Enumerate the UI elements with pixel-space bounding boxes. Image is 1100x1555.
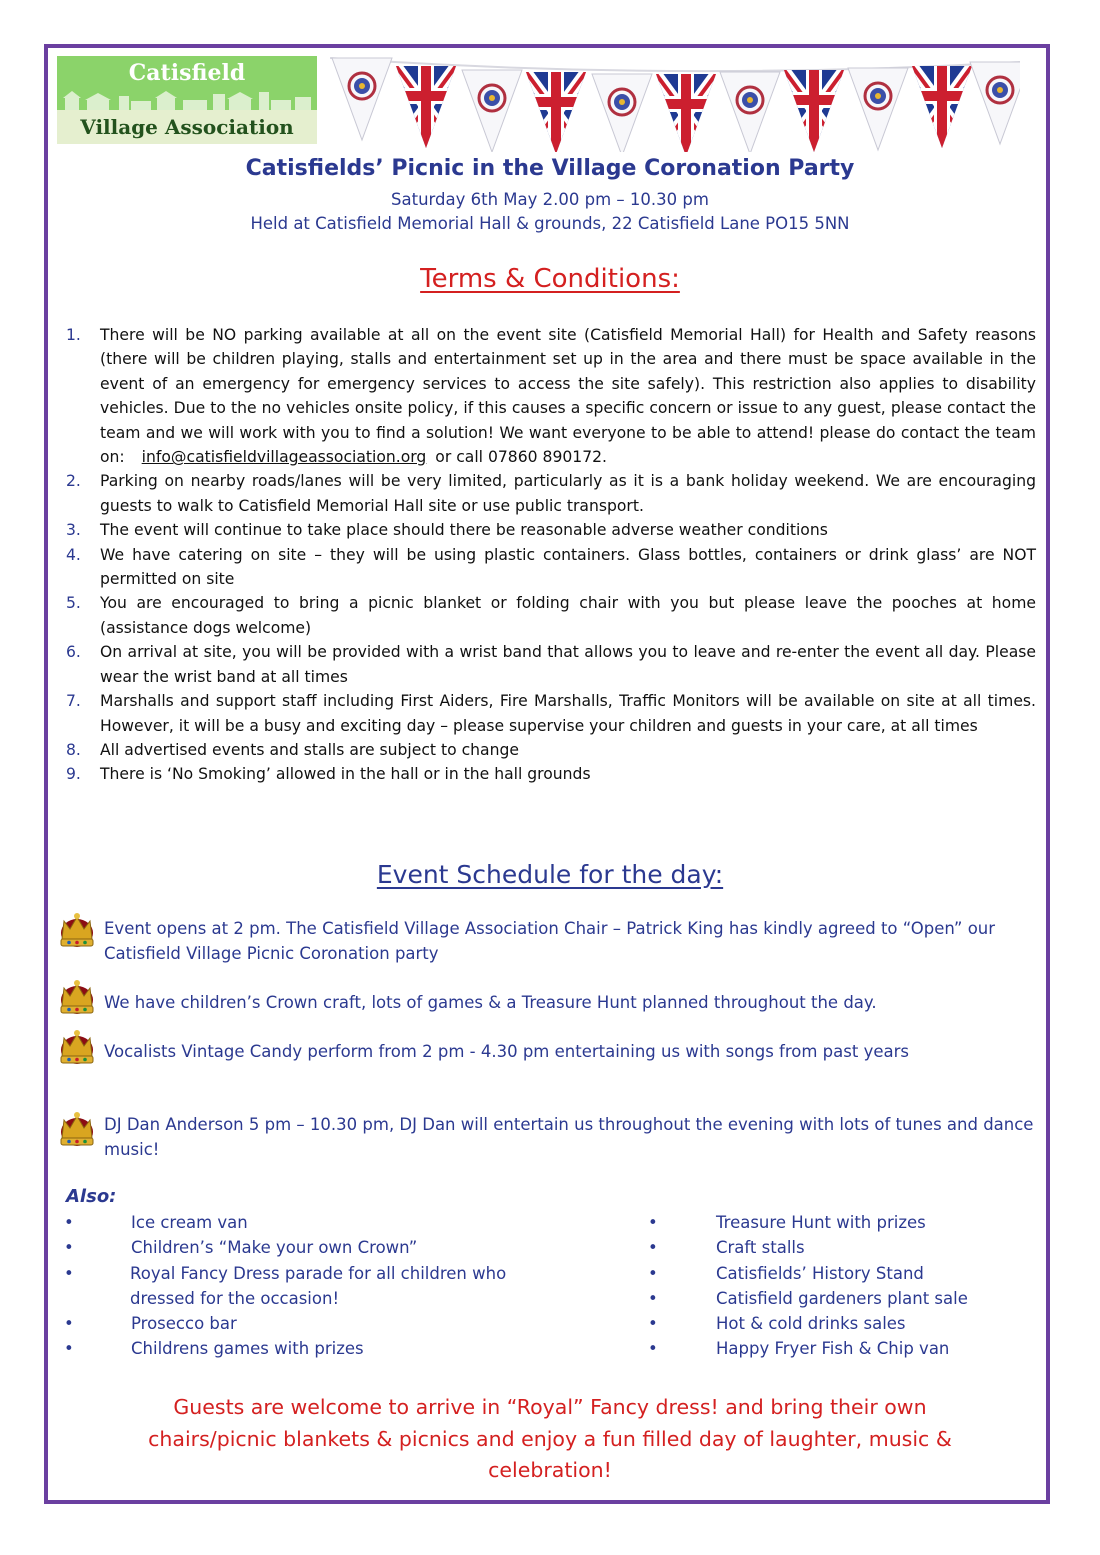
- bullet-icon: •: [648, 1314, 658, 1334]
- term-number: 4.: [66, 545, 81, 564]
- term-text: Parking on nearby roads/lanes will be very limited, particularly as it is a bank holiday weekend. We are encouraging guests to walk to Catisfield Memorial Hall site or use public transport.: [100, 472, 1036, 515]
- crown-icon: [58, 1026, 96, 1066]
- term-text: We have catering on site – they will be using plastic containers. Glass bottles, containers or drink glass’ are NOT permitted on site: [100, 545, 1036, 589]
- list-item: • Happy Fryer Fish & Chip van: [646, 1336, 1066, 1361]
- also-list-left: [62, 1210, 582, 1362]
- schedule-item: We have children’s Crown craft, lots of games & a Treasure Hunt planned throughout the day.: [104, 993, 877, 1012]
- bullet-icon: •: [648, 1288, 658, 1308]
- terms-list: [66, 323, 1036, 787]
- bullet-icon: •: [64, 1339, 74, 1359]
- term-item: [66, 640, 1036, 689]
- term-number: 1.: [66, 326, 81, 344]
- schedule-heading: Event Schedule for the day:: [376, 860, 724, 889]
- bullet-icon: •: [648, 1263, 658, 1283]
- terms-heading: Terms & Conditions:: [420, 264, 680, 294]
- term-text: On arrival at site, you will be provided with a wrist band that allows you to leave and re-enter the event all day. Please wear the wrist band at all times: [100, 643, 1036, 686]
- list-item: • Catisfield gardeners plant sale: [646, 1286, 1066, 1311]
- bullet-icon: •: [648, 1339, 658, 1359]
- term-text: There is ‘No Smoking’ allowed in the hall or in the hall grounds: [100, 765, 591, 784]
- term-item: [66, 469, 1036, 518]
- term-text: You are encouraged to bring a picnic blanket or folding chair with you but please leave the pooches at home (assistance dogs welcome): [100, 594, 1036, 637]
- schedule-item: DJ Dan Anderson 5 pm – 10.30 pm, DJ Dan will entertain us throughout the evening with lots of tunes and dance music!: [104, 1115, 1034, 1159]
- event-date: Saturday 6th May 2.00 pm – 10.30 pm: [391, 190, 709, 209]
- term-item: [66, 762, 1036, 786]
- logo-subtitle: Village Association: [57, 110, 317, 144]
- also-list-right: [646, 1210, 1066, 1362]
- term-item: [66, 591, 1036, 640]
- list-item: • Catisfields’ History Stand: [646, 1261, 1066, 1286]
- closing-line: chairs/picnic blankets & picnics and enjoy a fun filled day of laughter, music &: [148, 1426, 952, 1451]
- term-item: [66, 738, 1036, 762]
- list-item: • Craft stalls: [646, 1235, 1066, 1260]
- crown-icon: [58, 976, 96, 1016]
- bullet-icon: •: [64, 1314, 74, 1334]
- crown-icon: [58, 1108, 96, 1148]
- event-title: Catisfields’ Picnic in the Village Coronation Party: [245, 156, 855, 181]
- contact-email-link[interactable]: info@catisfieldvillageassociation.org: [141, 448, 427, 467]
- also-heading: Also:: [66, 1186, 117, 1207]
- event-venue: Held at Catisfield Memorial Hall & grounds, 22 Catisfield Lane PO15 5NN: [250, 214, 850, 233]
- union-jack-bunting: [330, 52, 1020, 152]
- term-item: [66, 543, 1036, 592]
- list-item: • Childrens games with prizes: [62, 1336, 582, 1361]
- term-text: Marshalls and support staff including First Aiders, Fire Marshalls, Traffic Monitors will be available on site at all times. However, it will be a busy and exciting day – please supervise your children and guests in your care, at all times: [100, 692, 1036, 735]
- logo-title: Catisfield: [128, 60, 246, 86]
- bullet-icon: •: [64, 1213, 74, 1232]
- term-number: 9.: [66, 765, 81, 784]
- term-number: 8.: [66, 740, 81, 759]
- list-item: • Prosecco bar: [62, 1311, 582, 1336]
- crown-icon: [58, 909, 96, 949]
- closing-line: celebration!: [488, 1458, 612, 1482]
- bullet-icon: •: [64, 1263, 74, 1283]
- term-number: 6.: [66, 643, 81, 662]
- term-item: [66, 323, 1036, 469]
- list-item: • Treasure Hunt with prizes: [646, 1210, 1066, 1235]
- list-item: • Ice cream van: [62, 1210, 582, 1235]
- term-text: The event will continue to take place should there be reasonable adverse weather conditions: [100, 521, 828, 540]
- schedule-item: Event opens at 2 pm. The Catisfield Village Association Chair – Patrick King has kindly agreed to “Open” our Catisfield Village Picnic Coronation party: [104, 919, 996, 963]
- list-item: • Royal Fancy Dress parade for all children who dressed for the occasion!: [62, 1261, 532, 1312]
- list-item: • Hot & cold drinks sales: [646, 1311, 1066, 1336]
- schedule-item: Vocalists Vintage Candy perform from 2 pm - 4.30 pm entertaining us with songs from past years: [104, 1042, 909, 1061]
- bullet-icon: •: [648, 1213, 658, 1232]
- term-number: 5.: [66, 594, 81, 613]
- term-number: 2.: [66, 472, 81, 491]
- closing-message: [60, 1392, 1040, 1487]
- term-text: All advertised events and stalls are subject to change: [100, 740, 519, 759]
- term-number: 7.: [66, 692, 81, 711]
- list-item: • Children’s “Make your own Crown”: [62, 1235, 582, 1260]
- village-skyline-icon: [57, 88, 317, 112]
- term-item: [66, 518, 1036, 542]
- bullet-icon: •: [64, 1238, 74, 1258]
- term-number: 3.: [66, 521, 81, 540]
- term-text: There will be NO parking available at all on the event site (Catisfield Memorial Hall) for Health and Safety reasons (there will be children playing, stalls and entertainment set up in the area and there must be space available in the event of an emergency for emergency services to access the site safely). This restriction also applies to disability vehicles. Due to the no vehicles onsite policy, if this causes a specific concern or issue to any guest, please contact the team and we will work with you to find a solution! We want everyone to be able to attend! please do contact the team on:: [100, 326, 1036, 467]
- closing-line: Guests are welcome to arrive in “Royal” Fancy dress! and bring their own: [173, 1395, 927, 1419]
- term-text-phone: or call 07860 890172.: [435, 448, 608, 467]
- term-item: [66, 689, 1036, 738]
- bullet-icon: •: [648, 1238, 658, 1258]
- village-association-logo: [57, 56, 317, 144]
